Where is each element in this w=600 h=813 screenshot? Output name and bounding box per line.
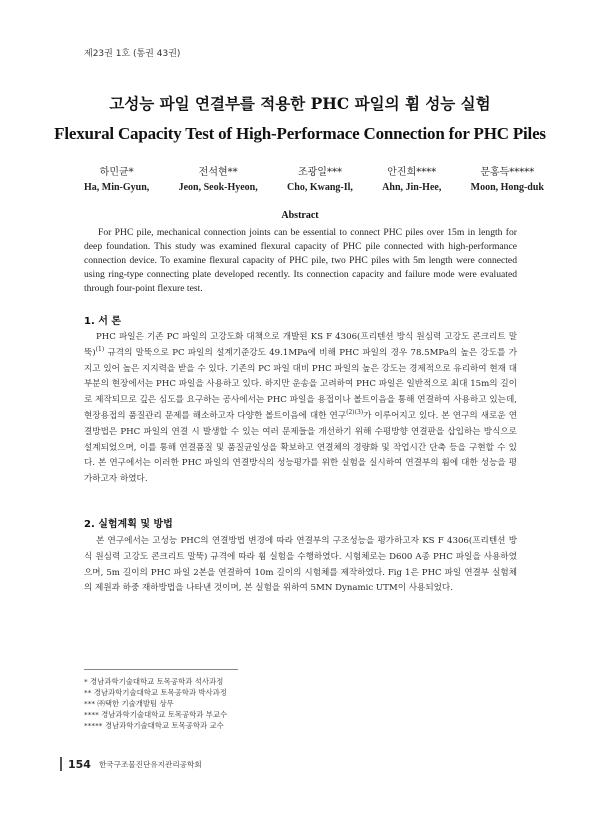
section-title-introduction: 1. 서 론 — [84, 316, 122, 327]
footnote-divider — [84, 669, 238, 670]
citation-ref: (1) — [95, 345, 105, 353]
abstract-heading: Abstract — [281, 210, 319, 221]
title-korean: 고성능 파일 연결부를 적용한 PHC 파일의 휨 성능 실험 — [109, 94, 491, 113]
title-english: Flexural Capacity Test of High-Performace Connection for PHC Piles — [54, 124, 546, 143]
author-list — [84, 163, 544, 193]
paragraph-text: PHC 파일은 기존 PC 파일의 고강도화 대책으로 개발된 KS F 4306(프리텐션 방식 원심력 고강도 콘크리트 말뚝) — [84, 332, 517, 358]
author-name-korean: 조광일*** — [297, 167, 342, 178]
author-3 — [287, 163, 353, 193]
section-paragraph-introduction — [84, 330, 517, 488]
author-name-english: Ahn, Jin-Hee, — [382, 182, 442, 193]
author-name-english: Cho, Kwang-Il, — [287, 182, 353, 193]
abstract-text: For PHC pile, mechanical connection joints can be essential to connect PHC piles over 15m in length for deep foundation. This study was examined flexural capacity of PHC pile connected with high-performance connection device. To examine flexural capacity of PHC pile, two PHC piles with 5m length were connected using ring-type connecting plate developed recently. Its connection capacity and failure mode were evaluated through four-point flexure test. — [84, 227, 517, 294]
footnotes — [84, 676, 384, 731]
author-name-korean: 전석현** — [198, 167, 238, 178]
section-paragraph-methods: 본 연구에서는 고성능 PHC의 연결방법 변경에 따라 연결부의 구조성능을 평가하고자 KS F 4306(프리텐션 방식 원심력 고강도 콘크리트 말뚝) 규격에 따라 휨 실험을 수행하였다. 시험체로는 D600 A종 PHC 파일을 사용하였으며, 5m 길이의 PHC 파일 2본을 연결하여 10m 길이의 시험체를 제작하였다. Fig 1은 PHC 파일 연결부 실험체의 제원과 하중 재하방법을 나타낸 것이며, 본 실험을 위하여 5MN Dynamic UTM이 사용되었다. — [84, 536, 517, 594]
author-2 — [179, 163, 258, 193]
footnote-item: * 경남과학기술대학교 토목공학과 석사과정 — [84, 677, 224, 686]
journal-name: 한국구조물진단유지관리공학회 — [98, 759, 202, 769]
citation-ref: (2)(3) — [346, 409, 364, 417]
author-name-english: Ha, Min-Gyun, — [84, 182, 150, 193]
paragraph-text: 규격의 말뚝으로 PC 파일의 설계기준강도 49.1MPa에 비해 PHC 파일의 경우 78.5MPa의 높은 강도를 가지고 있어 높은 지지력을 받을 수 있다. 기존의 PC 파일 대비 PHC 파일의 높은 강도는 경제적으로 유리하여 현재 대부분의 현장에서는 PHC 파일을 사용하고 있다. 하지만 운송을 고려하여 PHC 파일은 일반적으로 최대 15m의 길이로 제작되므로 깊은 심도를 요구하는 공사에서는 PHC 파일을 용접이나 볼트이음을 통해 연결하여 사용하고 있는데, 현장용접의 품질관리 문제를 해소하고자 다양한 볼트이음에 대한 연구 — [84, 347, 517, 421]
author-1 — [84, 163, 149, 193]
author-name-korean: 안진희**** — [387, 167, 437, 178]
footnote-item: *** ㈜택한 기술개발팀 상무 — [84, 699, 174, 708]
author-5 — [471, 163, 544, 193]
page-footer — [60, 757, 202, 771]
page-number: 154 — [68, 757, 91, 771]
author-name-korean: 문홍득***** — [480, 167, 535, 178]
issue-label: 제23권 1호 (통권 43권) — [84, 49, 181, 59]
footnote-item: ***** 경남과학기술대학교 토목공학과 교수 — [84, 721, 224, 730]
author-name-korean: 하민균* — [99, 167, 134, 178]
author-4 — [382, 163, 441, 193]
footnote-item: **** 경남과학기술대학교 토목공학과 부교수 — [84, 710, 228, 719]
paragraph-text: 가 이루어지고 있다. 본 연구의 새로운 연결방법은 PHC 파일의 연결 시 발생할 수 있는 여러 문제들을 개선하기 위해 수평방향 연결판을 삽입하는 방식으로 설계되었으며, 이를 통해 연결품질 및 품질균일성을 확보하고 연결체의 경량화 및 작업시간 단축 등을 구현할 수 있다. 본 연구에서는 이러한 PHC 파일의 연결방식의 성능평가를 위한 실험을 실시하여 연결부의 휨에 대한 성능을 평가하고자 하였다. — [84, 410, 517, 485]
section-title-methods: 2. 실험계획 및 방법 — [84, 519, 173, 530]
author-name-english: Moon, Hong-duk — [470, 182, 544, 193]
footer-divider — [60, 757, 62, 771]
author-name-english: Jeon, Seok-Hyeon, — [178, 182, 258, 193]
footnote-item: ** 경남과학기술대학교 토목공학과 박사과정 — [84, 688, 227, 697]
